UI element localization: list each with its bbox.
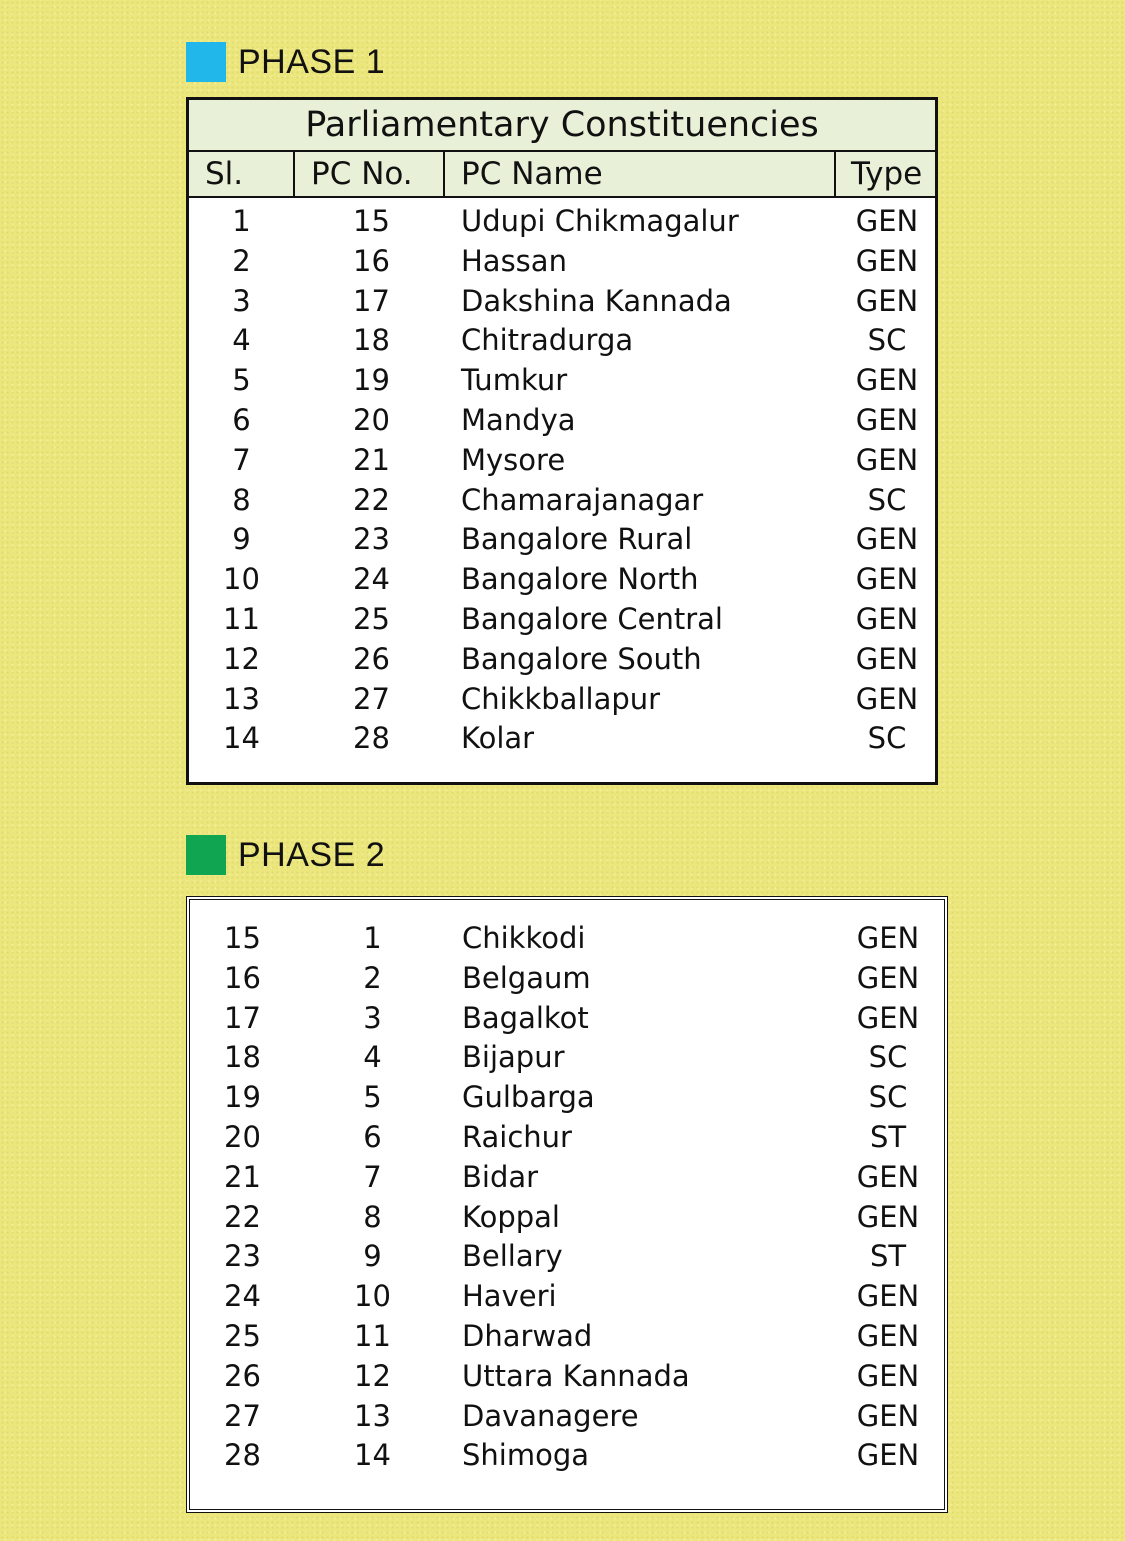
cell-sl: 26 (224, 1358, 261, 1393)
cell-sl: 14 (223, 721, 260, 756)
cell-sl: 27 (224, 1398, 261, 1433)
table-row (189, 519, 935, 559)
cell-type: GEN (855, 442, 919, 477)
cell-pc-no: 4 (363, 1040, 382, 1075)
table-row (190, 1077, 944, 1117)
cell-sl: 20 (224, 1119, 261, 1154)
table-row (189, 201, 935, 241)
phase2-rows (190, 900, 944, 1475)
cell-type: GEN (856, 1159, 920, 1194)
cell-sl: 23 (224, 1239, 261, 1274)
cell-type: GEN (856, 960, 920, 995)
cell-pc-name: Bidar (462, 1159, 539, 1194)
phase2-table (186, 896, 948, 1513)
phase2-color-swatch (186, 835, 226, 875)
table-row (190, 958, 944, 998)
table-row (190, 918, 944, 958)
cell-type: GEN (856, 1318, 920, 1353)
cell-type: GEN (856, 1279, 920, 1314)
cell-pc-no: 18 (353, 323, 390, 358)
table-row (189, 400, 935, 440)
table-row (189, 320, 935, 360)
cell-sl: 2 (232, 243, 251, 278)
cell-type: GEN (856, 1358, 920, 1393)
cell-pc-no: 24 (353, 562, 390, 597)
table-row (189, 718, 935, 758)
header-divider (293, 152, 295, 196)
header-divider (834, 152, 836, 196)
cell-sl: 24 (224, 1279, 261, 1314)
cell-sl: 1 (232, 204, 251, 238)
cell-type: ST (869, 1119, 907, 1154)
cell-pc-name: Dharwad (462, 1318, 593, 1353)
cell-type: GEN (856, 1199, 920, 1234)
cell-sl: 25 (224, 1318, 261, 1353)
header-sl: Sl. (205, 156, 244, 192)
cell-sl: 8 (232, 482, 251, 517)
cell-type: SC (868, 1080, 908, 1115)
table-row (190, 1276, 944, 1316)
cell-sl: 6 (232, 402, 251, 437)
cell-sl: 18 (224, 1040, 261, 1075)
cell-type: GEN (856, 1438, 920, 1473)
cell-pc-no: 16 (353, 243, 390, 278)
table-row (190, 1157, 944, 1197)
cell-type: GEN (855, 641, 919, 676)
table-title: Parliamentary Constituencies (189, 100, 935, 152)
table-row (189, 440, 935, 480)
cell-pc-name: Mandya (461, 402, 576, 437)
table-row (190, 1435, 944, 1475)
cell-type: GEN (855, 243, 919, 278)
cell-pc-no: 12 (354, 1358, 391, 1393)
table-row (190, 1316, 944, 1356)
cell-pc-no: 11 (354, 1318, 391, 1353)
cell-type: GEN (855, 562, 919, 597)
cell-pc-no: 14 (354, 1438, 391, 1473)
table-row (189, 360, 935, 400)
cell-sl: 13 (223, 681, 260, 716)
cell-pc-name: Bangalore Rural (461, 522, 693, 557)
cell-pc-no: 19 (353, 363, 390, 398)
table-row (190, 1356, 944, 1396)
cell-pc-name: Koppal (462, 1199, 560, 1234)
cell-sl: 19 (224, 1080, 261, 1115)
cell-type: SC (867, 721, 907, 756)
cell-sl: 11 (223, 601, 260, 636)
cell-type: SC (867, 482, 907, 517)
cell-type: GEN (855, 283, 919, 318)
phase2-title: PHASE 2 (238, 835, 386, 874)
cell-sl: 3 (232, 283, 251, 318)
cell-pc-name: Shimoga (462, 1438, 590, 1473)
cell-sl: 22 (224, 1199, 261, 1234)
cell-sl: 10 (223, 562, 260, 597)
cell-pc-name: Chitradurga (461, 323, 634, 358)
cell-sl: 21 (224, 1159, 261, 1194)
cell-sl: 4 (232, 323, 251, 358)
cell-pc-no: 9 (363, 1239, 382, 1274)
cell-type: GEN (855, 522, 919, 557)
cell-pc-no: 21 (353, 442, 390, 477)
cell-sl: 12 (223, 641, 260, 676)
cell-pc-no: 5 (363, 1080, 382, 1115)
cell-pc-name: Hassan (461, 243, 567, 278)
cell-pc-no: 17 (353, 283, 390, 318)
phase2-label (186, 835, 385, 875)
cell-pc-name: Gulbarga (462, 1080, 595, 1115)
phase1-rows (189, 198, 935, 758)
table-row (189, 559, 935, 599)
cell-pc-name: Chikkodi (462, 921, 586, 955)
cell-sl: 5 (232, 363, 251, 398)
cell-pc-name: Bangalore Central (461, 601, 723, 636)
cell-pc-no: 7 (363, 1159, 382, 1194)
header-pc-no: PC No. (311, 156, 413, 192)
cell-pc-name: Haveri (462, 1279, 557, 1314)
cell-pc-no: 2 (363, 960, 382, 995)
cell-pc-no: 22 (353, 482, 390, 517)
table-row (190, 1236, 944, 1276)
cell-pc-name: Uttara Kannada (462, 1358, 690, 1393)
cell-pc-no: 25 (353, 601, 390, 636)
cell-type: ST (869, 1239, 907, 1274)
table-row (189, 281, 935, 321)
cell-type: GEN (856, 1000, 920, 1035)
table-row (189, 241, 935, 281)
phase1-table (186, 97, 938, 785)
cell-sl: 16 (224, 960, 261, 995)
cell-pc-no: 26 (353, 641, 390, 676)
cell-pc-name: Bangalore North (461, 562, 699, 597)
phase1-label (186, 42, 385, 82)
table-row (190, 1037, 944, 1077)
cell-type: GEN (855, 681, 919, 716)
cell-type: SC (868, 1040, 908, 1075)
cell-pc-no: 20 (353, 402, 390, 437)
phase1-color-swatch (186, 42, 226, 82)
cell-sl: 9 (232, 522, 251, 557)
cell-pc-no: 6 (363, 1119, 382, 1154)
cell-type: GEN (855, 402, 919, 437)
cell-pc-name: Udupi Chikmagalur (461, 204, 739, 238)
cell-type: GEN (855, 601, 919, 636)
cell-pc-name: Belgaum (462, 960, 591, 995)
cell-pc-name: Davanagere (462, 1398, 639, 1433)
cell-pc-name: Chikkballapur (461, 681, 661, 716)
table-row (190, 1396, 944, 1436)
cell-type: GEN (855, 363, 919, 398)
cell-pc-no: 8 (363, 1199, 382, 1234)
header-pc-name: PC Name (461, 156, 603, 192)
cell-pc-name: Chamarajanagar (461, 482, 704, 517)
cell-sl: 17 (224, 1000, 261, 1035)
cell-type: GEN (856, 921, 920, 955)
cell-pc-name: Mysore (461, 442, 566, 477)
cell-pc-no: 1 (363, 921, 382, 955)
header-type: Type (851, 156, 923, 192)
table-row (189, 599, 935, 639)
header-divider (443, 152, 445, 196)
cell-pc-name: Bellary (462, 1239, 563, 1274)
cell-pc-no: 27 (353, 681, 390, 716)
cell-sl: 7 (232, 442, 251, 477)
table-row (189, 679, 935, 719)
table-row (189, 639, 935, 679)
table-header-row (189, 152, 935, 198)
cell-pc-name: Raichur (462, 1119, 572, 1154)
table-row (190, 998, 944, 1038)
cell-sl: 15 (224, 921, 261, 955)
cell-pc-name: Dakshina Kannada (461, 283, 732, 318)
cell-type: SC (867, 323, 907, 358)
cell-pc-name: Bangalore South (461, 641, 702, 676)
phase1-title: PHASE 1 (238, 42, 386, 81)
cell-type: GEN (856, 1398, 920, 1433)
cell-pc-name: Bagalkot (462, 1000, 589, 1035)
cell-pc-no: 23 (353, 522, 390, 557)
cell-pc-no: 3 (363, 1000, 382, 1035)
cell-pc-name: Kolar (461, 721, 535, 756)
cell-pc-no: 28 (353, 721, 390, 756)
table-row (190, 1197, 944, 1237)
cell-sl: 28 (224, 1438, 261, 1473)
cell-pc-no: 10 (354, 1279, 391, 1314)
cell-pc-no: 15 (353, 204, 390, 238)
cell-pc-name: Tumkur (461, 363, 568, 398)
cell-pc-name: Bijapur (462, 1040, 565, 1075)
table-row (190, 1117, 944, 1157)
table-row (189, 480, 935, 520)
cell-type: GEN (855, 204, 919, 238)
cell-pc-no: 13 (354, 1398, 391, 1433)
